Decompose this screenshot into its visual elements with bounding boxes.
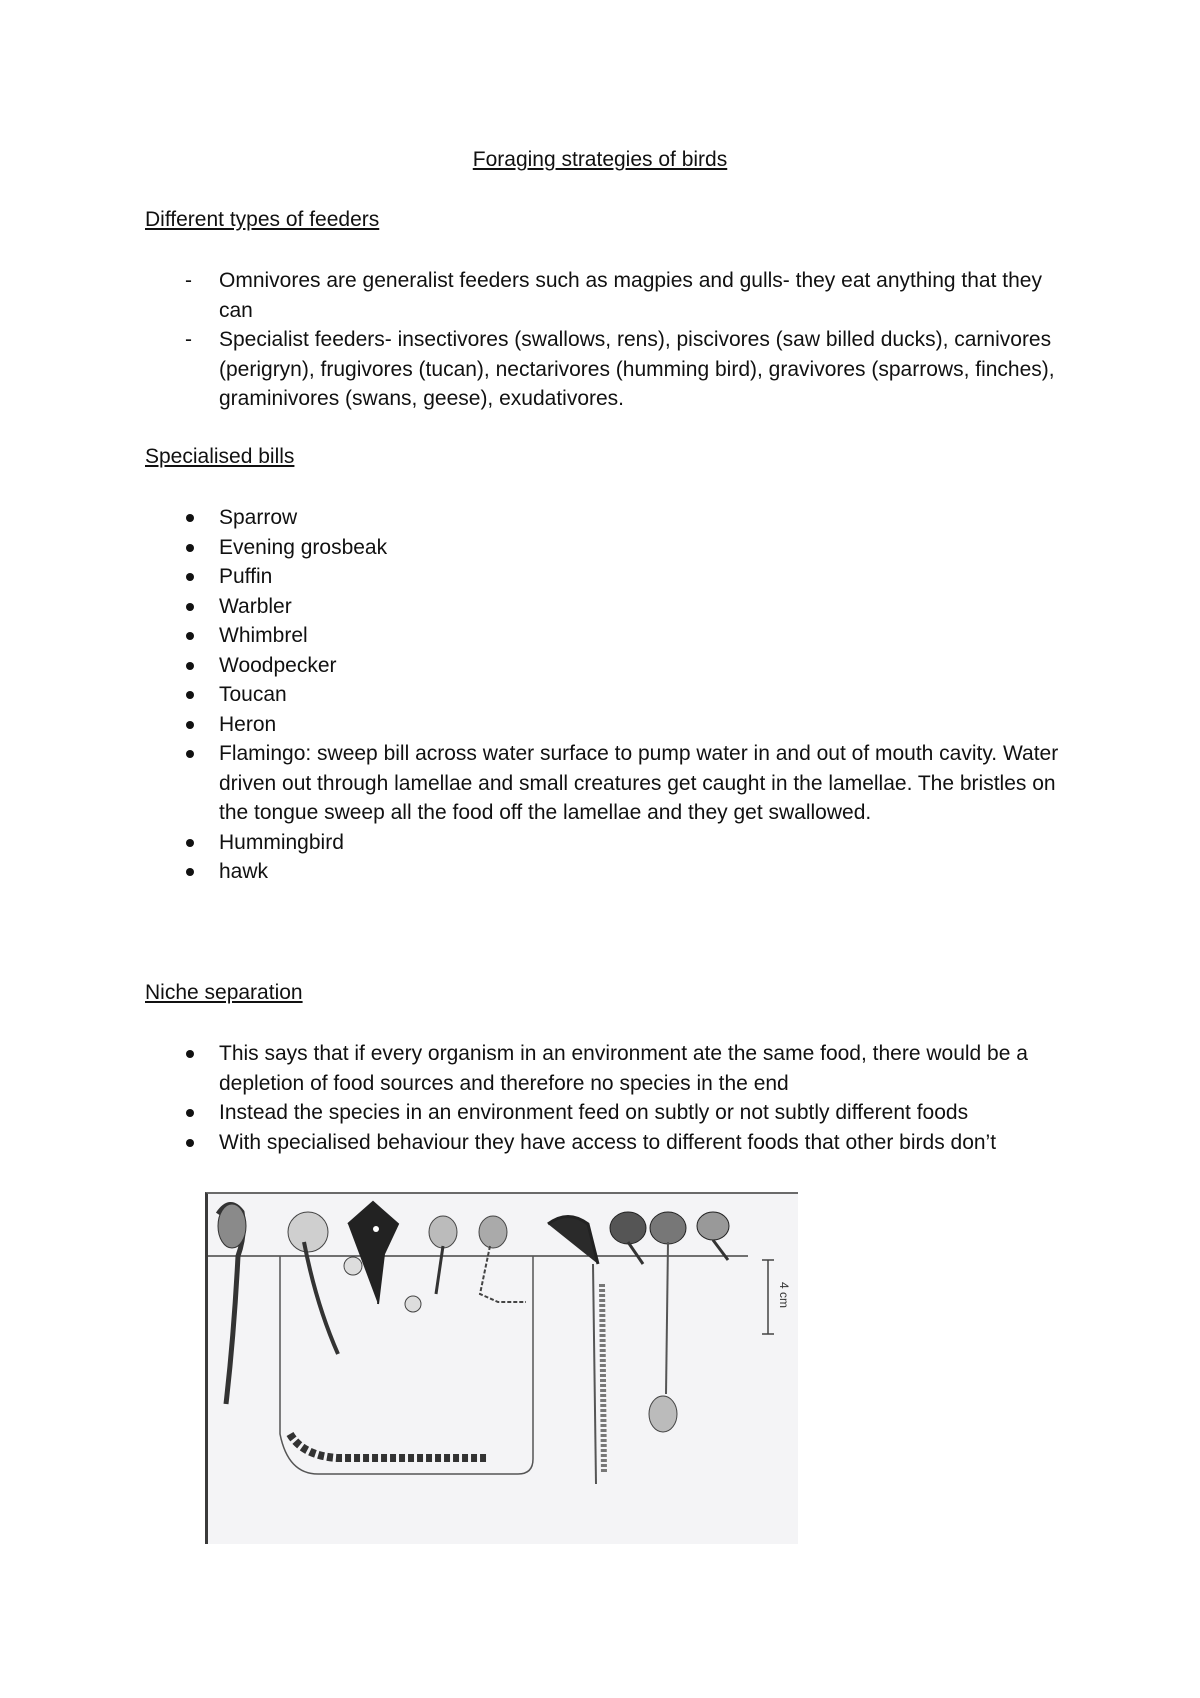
bird-head-icon — [218, 1204, 246, 1404]
section-heading-feeders: Different types of feeders — [145, 208, 380, 231]
bird-head-icon — [479, 1216, 526, 1302]
list-item: Warbler — [145, 592, 1075, 622]
bird-head-icon — [288, 1212, 338, 1354]
bird-bills-illustration — [208, 1194, 798, 1544]
scale-label: 4 cm — [777, 1282, 791, 1309]
niche-list — [145, 1039, 1075, 1157]
list-item: Instead the species in an environment feed on subtly or not subtly different foods — [145, 1098, 1075, 1128]
section-heading-bills: Specialised bills — [145, 445, 295, 468]
bird-head-icon — [348, 1202, 398, 1304]
section-heading-niche: Niche separation — [145, 981, 303, 1004]
list-item: Evening grosbeak — [145, 533, 1075, 563]
list-item: Woodpecker — [145, 651, 1075, 681]
bird-bills-figure — [205, 1192, 798, 1544]
document-title: Foraging strategies of birds — [472, 148, 728, 171]
scale-bar — [762, 1260, 791, 1334]
list-item: Sparrow — [145, 503, 1075, 533]
list-item: Whimbrel — [145, 621, 1075, 651]
list-item: Hummingbird — [145, 828, 1075, 858]
list-item: - Specialist feeders- insectivores (swallows, rens), piscivores (saw billed ducks), carnivores (perigryn), frugivores (tucan), nectarivores (humming bird), gravivores (sparrows, finches), graminivores (swans, geese), exudativores. — [145, 325, 1075, 414]
bills-list — [145, 503, 1075, 887]
list-item: Heron — [145, 710, 1075, 740]
bird-head-icon — [697, 1212, 729, 1260]
feeders-list — [145, 266, 1075, 414]
list-item: Puffin — [145, 562, 1075, 592]
list-item: Toucan — [145, 680, 1075, 710]
list-item: This says that if every organism in an environment ate the same food, there would be a depletion of food sources and therefore no species in the end — [145, 1039, 1075, 1098]
list-item: hawk — [145, 857, 1075, 887]
list-item: - Omnivores are generalist feeders such as magpies and gulls- they eat anything that they can — [145, 266, 1075, 325]
bird-head-icon — [649, 1212, 686, 1432]
list-item: Flamingo: sweep bill across water surface to pump water in and out of mouth cavity. Water driven out through lamellae and small creatures get caught in the lamellae. The bristles on the tongue sweep all the food off the lamellae and they get swallowed. — [145, 739, 1075, 828]
bird-head-icon — [429, 1216, 457, 1294]
list-item: With specialised behaviour they have access to different foods that other birds don’t — [145, 1128, 1075, 1158]
